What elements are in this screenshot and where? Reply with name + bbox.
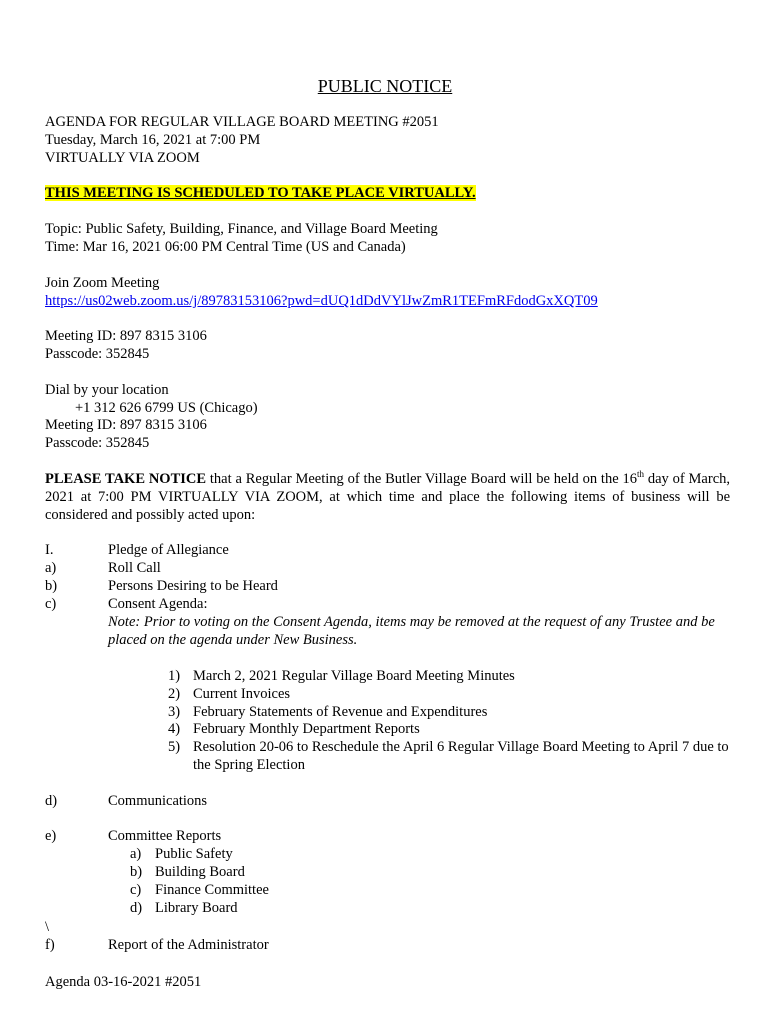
notice-bold: PLEASE TAKE NOTICE bbox=[45, 471, 207, 487]
agenda-mark: a) bbox=[45, 560, 57, 576]
consent-item: Resolution 20-06 to Reschedule the April 6 Regular Village Board Meeting to April 7 due to the Spring Election bbox=[193, 739, 729, 773]
consent-item: March 2, 2021 Regular Village Board Meeting Minutes bbox=[193, 668, 515, 684]
consent-item-number: 2) bbox=[168, 686, 181, 702]
page-footer: Agenda 03-16-2021 #2051 bbox=[45, 974, 202, 990]
consent-item-number: 3) bbox=[168, 704, 181, 720]
zoom-time: Time: Mar 16, 2021 06:00 PM Central Time (US and Canada) bbox=[45, 239, 406, 255]
consent-note: Note: Prior to voting on the Consent Agenda, items may be removed at the request of any Trustee and be placed on the agenda under New Business. bbox=[108, 614, 715, 648]
committee-item: Building Board bbox=[155, 864, 245, 880]
committee-item-letter: d) bbox=[130, 900, 143, 916]
dial-number: +1 312 626 6799 US (Chicago) bbox=[75, 400, 258, 416]
agenda-item-communications: Communications bbox=[108, 793, 208, 809]
consent-item: February Monthly Department Reports bbox=[193, 721, 420, 737]
committee-item-letter: c) bbox=[130, 882, 142, 898]
consent-item-number: 1) bbox=[168, 668, 181, 684]
agenda-mark: b) bbox=[45, 578, 58, 594]
agenda-mark: d) bbox=[45, 793, 58, 809]
committee-item-letter: b) bbox=[130, 864, 143, 880]
passcode: Passcode: 352845 bbox=[45, 346, 150, 362]
zoom-link[interactable]: https://us02web.zoom.us/j/89783153106?pwd=dUQ1dDdVYlJwZmR1TEFmRFdodGxXQT09 bbox=[45, 293, 598, 309]
agenda-mark: I. bbox=[45, 542, 54, 558]
page-title: PUBLIC NOTICE bbox=[317, 76, 453, 96]
stray-backslash: \ bbox=[45, 919, 50, 935]
zoom-topic: Topic: Public Safety, Building, Finance, and Village Board Meeting bbox=[45, 221, 438, 237]
agenda-item-roll-call: Roll Call bbox=[108, 560, 161, 576]
agenda-item-administrator: Report of the Administrator bbox=[108, 937, 269, 953]
meeting-venue: VIRTUALLY VIA ZOOM bbox=[45, 150, 200, 166]
meeting-date: Tuesday, March 16, 2021 at 7:00 PM bbox=[45, 132, 261, 148]
agenda-item-persons: Persons Desiring to be Heard bbox=[108, 578, 278, 594]
notice-paragraph: PLEASE TAKE NOTICE that a Regular Meeting of the Butler Village Board will be held on the 16th day of March, 2021 at 7:00 PM VIRTUALLY VIA ZOOM, at which time and place the following items of business will be considered and possibly acted upon: bbox=[45, 469, 730, 523]
passcode-dial: Passcode: 352845 bbox=[45, 435, 150, 451]
consent-item-number: 5) bbox=[168, 739, 181, 755]
consent-item-number: 4) bbox=[168, 721, 181, 737]
agenda-mark: c) bbox=[45, 596, 57, 612]
agenda-item-committee: Committee Reports bbox=[108, 828, 222, 844]
committee-item: Finance Committee bbox=[155, 882, 269, 898]
consent-item: February Statements of Revenue and Expenditures bbox=[193, 704, 488, 720]
agenda-item-consent: Consent Agenda: bbox=[108, 596, 208, 612]
dial-label: Dial by your location bbox=[45, 382, 169, 398]
agenda-item-pledge: Pledge of Allegiance bbox=[108, 542, 229, 558]
meeting-id-dial: Meeting ID: 897 8315 3106 bbox=[45, 417, 207, 433]
virtual-meeting-notice: THIS MEETING IS SCHEDULED TO TAKE PLACE VIRTUALLY. bbox=[45, 185, 476, 201]
agenda-mark: e) bbox=[45, 828, 57, 844]
consent-item: Current Invoices bbox=[193, 686, 291, 702]
committee-item-letter: a) bbox=[130, 846, 142, 862]
meeting-id: Meeting ID: 897 8315 3106 bbox=[45, 328, 207, 344]
committee-item: Library Board bbox=[155, 900, 238, 916]
join-zoom-label: Join Zoom Meeting bbox=[45, 275, 160, 291]
agenda-mark: f) bbox=[45, 937, 55, 953]
committee-item: Public Safety bbox=[155, 846, 233, 862]
agenda-heading: AGENDA FOR REGULAR VILLAGE BOARD MEETING #2051 bbox=[45, 114, 439, 130]
